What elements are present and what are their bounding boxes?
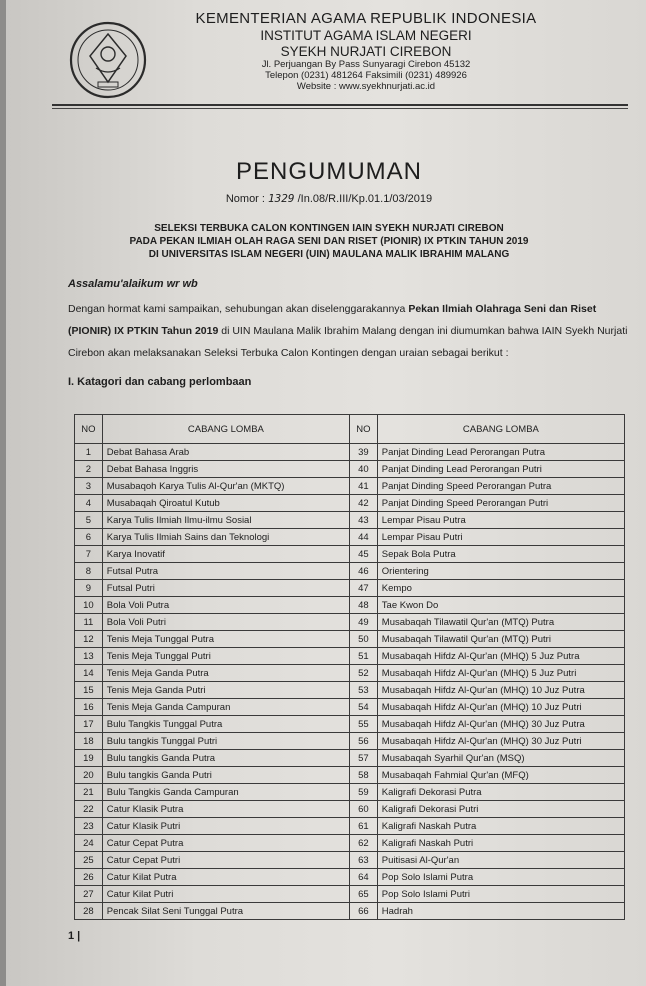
row-number: 53: [349, 682, 377, 699]
cabang-lomba-cell: Pop Solo Islami Putra: [377, 869, 624, 886]
row-number: 54: [349, 699, 377, 716]
cabang-lomba-cell: Musabaqah Hifdz Al-Qur'an (MHQ) 30 Juz Putri: [377, 733, 624, 750]
cabang-lomba-cell: Bulu tangkis Tunggal Putri: [102, 733, 349, 750]
table-row: [75, 682, 625, 699]
row-number: 4: [75, 495, 103, 512]
table-row: [75, 648, 625, 665]
row-number: 23: [75, 818, 103, 835]
row-number: 39: [349, 444, 377, 461]
cabang-lomba-cell: Catur Klasik Putri: [102, 818, 349, 835]
website-line: Website : www.syekhnurjati.ac.id: [296, 81, 436, 92]
row-number: 40: [349, 461, 377, 478]
phone-line: Telepon (0231) 481264 Faksimili (0231) 489926: [265, 70, 467, 81]
cabang-lomba-cell: Debat Bahasa Inggris: [102, 461, 349, 478]
table-row: [75, 597, 625, 614]
row-number: 24: [75, 835, 103, 852]
section-heading: I. Katagori dan cabang perlombaan: [68, 376, 252, 388]
row-number: 56: [349, 733, 377, 750]
row-number: 61: [349, 818, 377, 835]
letterhead-rule-thick: [52, 104, 628, 106]
row-number: 12: [75, 631, 103, 648]
table-row: [75, 886, 625, 903]
cabang-lomba-cell: Bulu tangkis Ganda Putra: [102, 750, 349, 767]
cabang-lomba-cell: Musabaqoh Karya Tulis Al-Qur'an (MKTQ): [102, 478, 349, 495]
table-row: [75, 750, 625, 767]
cabang-lomba-cell: Catur Kilat Putri: [102, 886, 349, 903]
cabang-lomba-cell: Musabaqah Qiroatul Kutub: [102, 495, 349, 512]
row-number: 43: [349, 512, 377, 529]
cabang-lomba-cell: Musabaqah Hifdz Al-Qur'an (MHQ) 30 Juz Putra: [377, 716, 624, 733]
nomor-label: Nomor :: [225, 193, 265, 205]
table-row: [75, 563, 625, 580]
row-number: 3: [75, 478, 103, 495]
cabang-lomba-cell: Debat Bahasa Arab: [102, 444, 349, 461]
row-number: 20: [75, 767, 103, 784]
cabang-lomba-cell: Panjat Dinding Lead Perorangan Putra: [377, 444, 624, 461]
table-row: [75, 767, 625, 784]
header-cabang: CABANG LOMBA: [102, 415, 349, 444]
cabang-lomba-cell: Musabaqah Hifdz Al-Qur'an (MHQ) 10 Juz Putra: [377, 682, 624, 699]
subject-line: DI UNIVERSITAS ISLAM NEGERI (UIN) MAULANA MALIK IBRAHIM MALANG: [148, 249, 510, 260]
row-number: 44: [349, 529, 377, 546]
row-number: 6: [75, 529, 103, 546]
header-no: NO: [349, 415, 377, 444]
cabang-lomba-cell: Musabaqah Hifdz Al-Qur'an (MHQ) 10 Juz Putri: [377, 699, 624, 716]
event-name: Pekan Ilmiah Olahraga Seni dan Riset (PIONIR) IX PTKIN Tahun 2019: [68, 303, 597, 337]
cabang-lomba-cell: Musabaqah Tilawatil Qur'an (MTQ) Putra: [377, 614, 624, 631]
table-row: [75, 852, 625, 869]
subject-block: [6, 222, 646, 261]
row-number: 64: [349, 869, 377, 886]
header-cabang: CABANG LOMBA: [377, 415, 624, 444]
row-number: 17: [75, 716, 103, 733]
letterhead: [156, 8, 576, 92]
row-number: 47: [349, 580, 377, 597]
row-number: 55: [349, 716, 377, 733]
cabang-lomba-cell: Tenis Meja Ganda Campuran: [102, 699, 349, 716]
row-number: 18: [75, 733, 103, 750]
row-number: 49: [349, 614, 377, 631]
row-number: 42: [349, 495, 377, 512]
cabang-lomba-cell: Catur Kilat Putra: [102, 869, 349, 886]
table-row: [75, 699, 625, 716]
row-number: 16: [75, 699, 103, 716]
cabang-lomba-cell: Tenis Meja Ganda Putra: [102, 665, 349, 682]
competition-table: [74, 414, 625, 920]
row-number: 11: [75, 614, 103, 631]
row-number: 8: [75, 563, 103, 580]
row-number: 26: [75, 869, 103, 886]
row-number: 66: [349, 903, 377, 920]
reference-number: [6, 192, 646, 205]
row-number: 41: [349, 478, 377, 495]
table-row: [75, 444, 625, 461]
document-title: PENGUMUMAN: [235, 158, 422, 185]
row-number: 1: [75, 444, 103, 461]
greeting: Assalamu'alaikum wr wb: [68, 278, 198, 290]
table-row: [75, 903, 625, 920]
institution-name: SYEKH NURJATI CIREBON: [280, 44, 452, 59]
cabang-lomba-cell: Musabaqah Tilawatil Qur'an (MTQ) Putri: [377, 631, 624, 648]
cabang-lomba-cell: Musabaqah Hifdz Al-Qur'an (MHQ) 5 Juz Putri: [377, 665, 624, 682]
cabang-lomba-cell: Karya Inovatif: [102, 546, 349, 563]
cabang-lomba-cell: Puitisasi Al-Qur'an: [377, 852, 624, 869]
table-row: [75, 869, 625, 886]
table-row: [75, 529, 625, 546]
row-number: 21: [75, 784, 103, 801]
table-row: [75, 512, 625, 529]
document-page: [6, 0, 646, 986]
ministry-name: KEMENTERIAN AGAMA REPUBLIK INDONESIA: [195, 10, 537, 27]
letterhead-rule-thin: [52, 108, 628, 109]
cabang-lomba-cell: Bulu Tangkis Ganda Campuran: [102, 784, 349, 801]
cabang-lomba-cell: Kaligrafi Dekorasi Putra: [377, 784, 624, 801]
intro-paragraph: [68, 298, 628, 364]
cabang-lomba-cell: Hadrah: [377, 903, 624, 920]
table-row: [75, 495, 625, 512]
table-row: [75, 801, 625, 818]
institute-name: INSTITUT AGAMA ISLAM NEGERI: [260, 28, 472, 43]
paragraph-text: di UIN Maulana Malik Ibrahim Malang dengan ini diumumkan bahwa IAIN Syekh Nurjati Cirebon akan melaksanakan Seleksi Terbuka Calon Kontingen dengan uraian sebagai berikut :: [68, 325, 628, 359]
cabang-lomba-cell: Bulu Tangkis Tunggal Putra: [102, 716, 349, 733]
row-number: 63: [349, 852, 377, 869]
cabang-lomba-cell: Panjat Dinding Speed Perorangan Putra: [377, 478, 624, 495]
row-number: 15: [75, 682, 103, 699]
address-line: Jl. Perjuangan By Pass Sunyaragi Cirebon 45132: [261, 59, 471, 70]
row-number: 14: [75, 665, 103, 682]
row-number: 7: [75, 546, 103, 563]
table-row: [75, 784, 625, 801]
cabang-lomba-cell: Lempar Pisau Putra: [377, 512, 624, 529]
row-number: 60: [349, 801, 377, 818]
cabang-lomba-cell: Panjat Dinding Lead Perorangan Putri: [377, 461, 624, 478]
cabang-lomba-cell: Bulu tangkis Ganda Putri: [102, 767, 349, 784]
cabang-lomba-cell: Panjat Dinding Speed Perorangan Putri: [377, 495, 624, 512]
table-row: [75, 580, 625, 597]
row-number: 27: [75, 886, 103, 903]
cabang-lomba-cell: Kaligrafi Dekorasi Putri: [377, 801, 624, 818]
cabang-lomba-cell: Kempo: [377, 580, 624, 597]
cabang-lomba-cell: Futsal Putri: [102, 580, 349, 597]
cabang-lomba-cell: Bola Voli Putri: [102, 614, 349, 631]
cabang-lomba-cell: Sepak Bola Putra: [377, 546, 624, 563]
table-row: [75, 733, 625, 750]
row-number: 51: [349, 648, 377, 665]
cabang-lomba-cell: Tenis Meja Tunggal Putri: [102, 648, 349, 665]
row-number: 22: [75, 801, 103, 818]
cabang-lomba-cell: Karya Tulis Ilmiah Sains dan Teknologi: [102, 529, 349, 546]
table-row: [75, 631, 625, 648]
table-row: [75, 461, 625, 478]
row-number: 48: [349, 597, 377, 614]
row-number: 57: [349, 750, 377, 767]
row-number: 28: [75, 903, 103, 920]
cabang-lomba-cell: Catur Klasik Putra: [102, 801, 349, 818]
cabang-lomba-cell: Lempar Pisau Putri: [377, 529, 624, 546]
row-number: 9: [75, 580, 103, 597]
cabang-lomba-cell: Musabaqah Syarhil Qur'an (MSQ): [377, 750, 624, 767]
row-number: 13: [75, 648, 103, 665]
row-number: 52: [349, 665, 377, 682]
header-no: NO: [75, 415, 103, 444]
row-number: 10: [75, 597, 103, 614]
row-number: 2: [75, 461, 103, 478]
cabang-lomba-cell: Kaligrafi Naskah Putri: [377, 835, 624, 852]
table-row: [75, 818, 625, 835]
cabang-lomba-cell: Tenis Meja Tunggal Putra: [102, 631, 349, 648]
row-number: 25: [75, 852, 103, 869]
row-number: 58: [349, 767, 377, 784]
cabang-lomba-cell: Bola Voli Putra: [102, 597, 349, 614]
page-number: 1 |: [68, 930, 81, 942]
cabang-lomba-cell: Musabaqah Fahmial Qur'an (MFQ): [377, 767, 624, 784]
cabang-lomba-cell: Kaligrafi Naskah Putra: [377, 818, 624, 835]
row-number: 45: [349, 546, 377, 563]
table-row: [75, 835, 625, 852]
row-number: 5: [75, 512, 103, 529]
table-row: [75, 546, 625, 563]
table-row: [75, 614, 625, 631]
row-number: 59: [349, 784, 377, 801]
cabang-lomba-cell: Tenis Meja Ganda Putri: [102, 682, 349, 699]
row-number: 62: [349, 835, 377, 852]
cabang-lomba-cell: Catur Cepat Putra: [102, 835, 349, 852]
row-number: 19: [75, 750, 103, 767]
cabang-lomba-cell: Catur Cepat Putri: [102, 852, 349, 869]
nomor-rest: /In.08/R.III/Kp.01.1/03/2019: [297, 193, 433, 205]
table-header-row: [75, 415, 625, 444]
cabang-lomba-cell: Futsal Putra: [102, 563, 349, 580]
subject-line: SELEKSI TERBUKA CALON KONTINGEN IAIN SYEKH NURJATI CIREBON: [154, 223, 504, 234]
iain-seal-logo: [68, 20, 148, 100]
cabang-lomba-cell: Pencak Silat Seni Tunggal Putra: [102, 903, 349, 920]
cabang-lomba-cell: Pop Solo Islami Putri: [377, 886, 624, 903]
cabang-lomba-cell: Orientering: [377, 563, 624, 580]
cabang-lomba-cell: Musabaqah Hifdz Al-Qur'an (MHQ) 5 Juz Putra: [377, 648, 624, 665]
row-number: 65: [349, 886, 377, 903]
subject-line: PADA PEKAN ILMIAH OLAH RAGA SENI DAN RISET (PIONIR) IX PTKIN TAHUN 2019: [129, 236, 529, 247]
table-row: [75, 665, 625, 682]
cabang-lomba-cell: Tae Kwon Do: [377, 597, 624, 614]
table-row: [75, 478, 625, 495]
cabang-lomba-cell: Karya Tulis Ilmiah Ilmu-ilmu Sosial: [102, 512, 349, 529]
nomor-handwritten: 1329: [268, 192, 295, 205]
table-row: [75, 716, 625, 733]
row-number: 50: [349, 631, 377, 648]
paragraph-text: Dengan hormat kami sampaikan, sehubungan akan diselenggarakannya: [68, 303, 409, 315]
row-number: 46: [349, 563, 377, 580]
